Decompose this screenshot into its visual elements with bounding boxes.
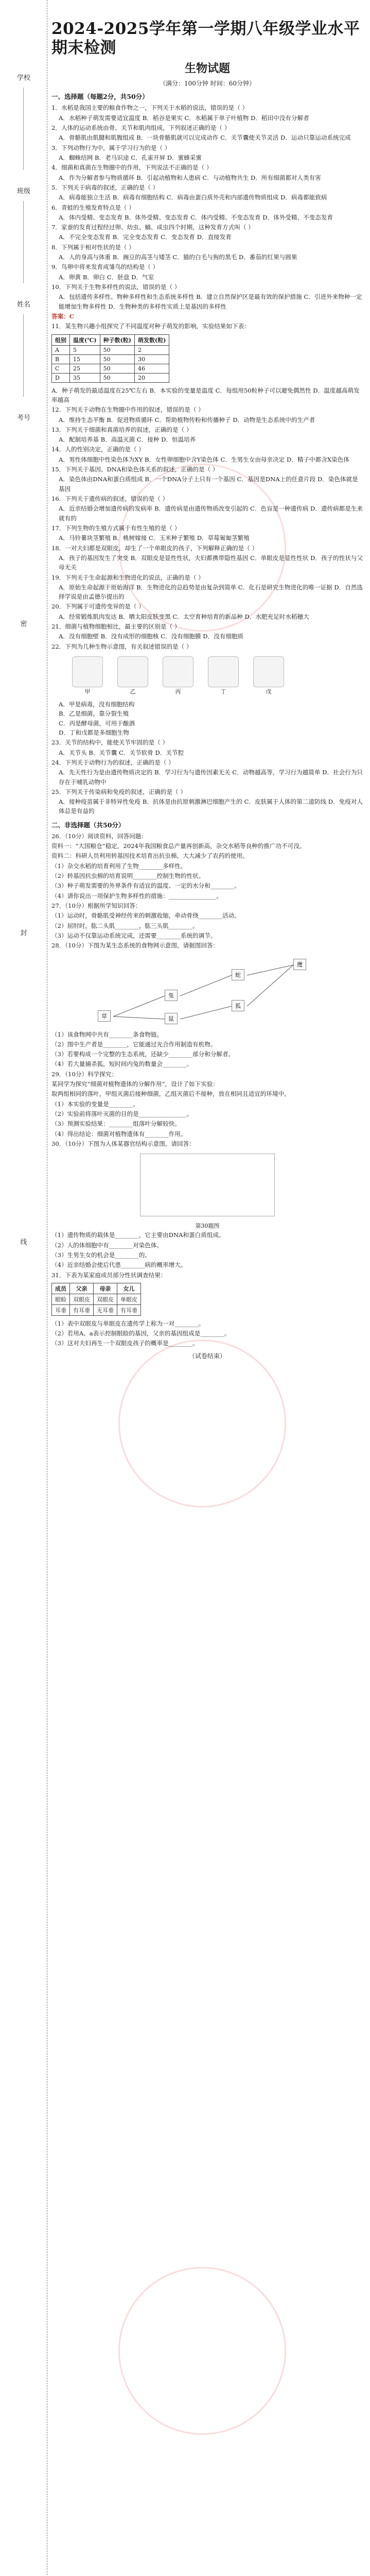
binding-label: 考号: [16, 414, 30, 422]
table-row: [52, 1304, 141, 1315]
table-cell: 有耳垂: [117, 1304, 141, 1315]
question-text: （4）请你说出一项保护生物多样性的措施：________________。: [51, 892, 223, 900]
answer-option: A．马铃薯块茎繁殖 B．桃树嫁接 C．玉米种子繁殖 D．草莓匍匐茎繁殖: [59, 534, 250, 542]
food-web-node: 狐: [232, 1000, 244, 1011]
figure-caption: 22．下列为几种生物示意图，有关叙述错误的是（ ）: [51, 642, 192, 650]
binding-line: [23, 88, 24, 170]
question-text: 资料二：科研人员利用转基因技术培育出抗虫棉，大大减少了农药的使用。: [51, 852, 249, 860]
answer-option: A．体内受精、变态发育 B．体外受精、变态发育 C．体内受精、不变态发育 D．体外受精、不变态发育: [59, 213, 333, 221]
answer-line: 答案：C: [51, 312, 75, 320]
table-cell: 2: [135, 345, 169, 354]
question-list: [51, 405, 363, 641]
answer-option: D．丁和戊都是多细胞生物: [59, 728, 129, 736]
question-text: （3）运动不仅靠运动系统完成，还需要________系统的调节。: [51, 931, 217, 939]
question-text: 24．下列关于动物行为的叙述，正确的是（ ）: [51, 758, 174, 766]
question-text: （3）预测实验结果：________组落叶分解较快。: [51, 1120, 181, 1128]
exam-title: 2024-2025学年第一学期八年级学业水平期末检测: [51, 20, 360, 58]
table-header-cell: 萌发数(粒): [135, 334, 169, 345]
section-heading: 一、选择题（每题2分，共50分）: [51, 93, 149, 101]
question-list: [51, 738, 363, 816]
answer-option: A．作为分解者参与物质循环 B．引起动植物和人患病 C．与动植物共生 D．所有细菌都对人类有害: [59, 174, 321, 181]
table-cell: 50: [100, 354, 134, 364]
table-caption: 31．下表为某家庭成员部分性状调查结果：: [51, 1271, 167, 1279]
question-text: 某同学为探究“细菌对植物遗体的分解作用”，设计了如下实验：: [51, 1080, 219, 1088]
question-text: （1）运动时，骨骼肌受神经传来的刺激收缩，牵动骨绕________活动。: [51, 912, 240, 920]
table-cell: B: [52, 354, 70, 364]
organism-item: [163, 656, 193, 696]
answer-option: A．染色体由DNA和蛋白质组成 B．一个DNA分子上只有一个基因 C．基因是DNA上的任意片段 D．染色体就是基因: [59, 476, 358, 493]
question-text: （2）若用A、a表示控制眼睑的基因，父亲的基因组成是________。: [51, 1330, 231, 1337]
table-cell: 有耳垂: [70, 1304, 94, 1315]
food-web-node: 草: [98, 1010, 111, 1022]
question-text: （2）转基因抗虫棉的培育说明________控制生物的性状。: [51, 872, 205, 879]
answer-option: A．卵黄 B．卵白 C．胚盘 D．气室: [59, 273, 154, 281]
question-list: [51, 1070, 363, 1139]
organism-picture: [72, 656, 103, 687]
question-text: （3）种子萌发需要的外界条件有适宜的温度、一定的水分和________。: [51, 882, 240, 890]
data-table: [51, 1283, 141, 1316]
food-web-node: 蛇: [232, 969, 244, 980]
question-text: （3）生男生女的机会是________的。: [51, 1251, 151, 1259]
seal-char: 线: [20, 1239, 27, 1246]
question-text: 17．下列生物的生殖方式属于有性生殖的是（ ）: [51, 524, 181, 532]
question-text: （4）近亲结婚会使后代患________病的概率增大。: [51, 1261, 187, 1269]
organism-picture: [163, 656, 193, 687]
data-table: [51, 334, 169, 383]
question-text: （2）实验前将落叶灭菌的目的是________________。: [51, 1110, 193, 1117]
question-text: （4）若大量捕杀狐，短时间内兔的数量会________。: [51, 1060, 193, 1068]
table-cell: A: [52, 345, 70, 354]
answer-option: A．关节头 B．关节囊 C．关节软骨 D．关节腔: [59, 749, 184, 756]
binding-margin: [0, 0, 47, 2576]
table-header-cell: 种子数(粒): [100, 334, 134, 345]
answer-option: A．甲是病毒，没有细胞结构: [59, 701, 135, 708]
question-text: 13．下列关于细菌和真菌培养的叙述，正确的是（ ）: [51, 426, 192, 433]
answer-option: A．先天性行为是由遗传物质决定的 B．学习行为与遗传因素无关 C．动物越高等，学习行为越简单 D．社会行为只存在于哺乳动物中: [59, 769, 363, 786]
table-cell: D: [52, 373, 70, 382]
table-row: [52, 345, 169, 354]
watermark-stamp: [91, 2239, 313, 2462]
table-cell: 30: [135, 354, 169, 364]
food-web-node: 兔: [165, 990, 178, 1001]
organism-label: 戊: [266, 688, 272, 695]
question-list: [51, 832, 363, 940]
question-text: 1．水稻是我国主要的粮食作物之一，下列关于水稻的说法，错误的是（ ）: [51, 104, 249, 112]
answer-option: A．男性体细胞中性染色体为XY B．女性卵细胞中含Y染色体 C．生男生女由母亲决定 D．精子中都含X染色体: [59, 455, 349, 463]
table-cell: 20: [135, 373, 169, 382]
question-text: 6．青蛙的生殖发育特点是（ ）: [51, 204, 135, 211]
question-text: 3．下列动物行为中，属于学习行为的是（ ）: [51, 144, 171, 151]
table-note: A．种子萌发的最适温度在25℃左右 B．本实验的变量是温度 C．每组用50粒种子可以避免偶然性 D．温度越高萌发率越高: [51, 386, 360, 403]
question-text: （1）遗传物质的载体是________，它主要由DNA和蛋白质组成。: [51, 1231, 225, 1239]
organism-picture: [253, 656, 284, 687]
answer-option: A．不完全变态发育 B．完全变态发育 C．变态发育 D．直接发育: [59, 233, 232, 241]
question-text: 2．人体的运动系统由骨、关节和肌肉组成，下列叙述正确的是（ ）: [51, 124, 231, 131]
table-cell: 50: [100, 345, 134, 354]
organism-label: 乙: [130, 688, 136, 695]
organism-item: [208, 656, 239, 696]
table-row: [52, 1294, 141, 1304]
question-text: （1）该食物网中共有________条食物链。: [51, 1030, 163, 1038]
question-text: 25．下列关于传染病和免疫的叙述，正确的是（ ）: [51, 788, 186, 795]
figure-label: 第30题图: [195, 1223, 220, 1230]
table-row: [52, 354, 169, 364]
table-cell: 35: [70, 373, 100, 382]
table-cell: 眼睑: [52, 1294, 70, 1304]
table-header-cell: 组别: [52, 334, 70, 345]
organism-label: 丙: [175, 688, 181, 695]
question-text: 18．一对夫妇都是双眼皮，却生了一个单眼皮的孩子，下列解释正确的是（ ）: [51, 544, 258, 552]
binding-label: 班级: [16, 188, 30, 195]
binding-line: [23, 314, 24, 397]
table-cell: C: [52, 364, 70, 373]
question-text: 26．（10分）阅读资料，回答问题：: [51, 832, 148, 840]
answer-option: A．蜘蛛结网 B．老马识途 C．孔雀开屏 D．蜜蜂采蜜: [59, 154, 202, 161]
question-list: [51, 1319, 363, 1348]
question-text: （3）若要构成一个完整的生态系统，还缺少________部分和分解者。: [51, 1050, 235, 1058]
table-cell: 无耳垂: [94, 1304, 117, 1315]
organism-picture: [117, 656, 148, 687]
answer-option: A．包括遗传多样性、物种多样性和生态系统多样性 B．建立自然保护区是最有效的保护措施 C．引进外来物种一定能增加生物多样性 D．生物种类的多样性实质上是基因的多样性: [59, 293, 362, 310]
question-text: 8．下列属于相对性状的是（ ）: [51, 243, 135, 251]
food-web-node: 鼠: [165, 1013, 178, 1024]
question-text: 资料一：“大国粮仓”稳定，2024年我国粮食总产量再创新高，杂交水稻等良种的推广功不可没。: [51, 842, 306, 850]
table-cell: 15: [70, 354, 100, 364]
question-text: 14．人的性别决定，正确的是（ ）: [51, 446, 145, 453]
table-cell: 50: [100, 373, 134, 382]
answer-option: A．孩子的基因发生了突变 B．双眼皮是显性性状，夫妇都携带隐性基因 C．单眼皮是显性性状 D．孩子的性状与父母无关: [59, 554, 363, 571]
table-cell: 双眼皮: [94, 1294, 117, 1304]
table-row: [52, 373, 169, 382]
question-list: [51, 1030, 363, 1069]
question-text: 20．下列属于可遗传变异的是（ ）: [51, 603, 145, 611]
answer-option: A．接种疫苗属于非特异性免疫 B．抗体是由抗原刺激淋巴细胞产生的 C．皮肤属于人体的第二道防线 D．免疫对人体总是有益的: [59, 798, 363, 815]
table-header-cell: 温度(℃): [70, 334, 100, 345]
question-text: （1）表中双眼皮与单眼皮在遗传学上称为一对________。: [51, 1319, 205, 1327]
question-text: 15．下列关于基因、DNA和染色体关系的叙述，正确的是（ ）: [51, 466, 219, 473]
exam-meta: （满分：100分钟 时间：60分钟）: [160, 80, 255, 88]
question-text: （2）图中生产者是________，它能通过光合作用制造有机物。: [51, 1040, 217, 1048]
answer-option: B．乙是细菌，靠分裂生殖: [59, 710, 129, 718]
food-web-node: 鹰: [293, 959, 306, 970]
table-header-cell: 母亲: [94, 1283, 117, 1294]
question-text: （2）人的体细胞中有________对染色体。: [51, 1241, 163, 1249]
organism-item: [117, 656, 148, 696]
question-text: （3）这对夫妇再生一个双眼皮孩子的概率是________。: [51, 1340, 199, 1347]
section-heading: 二、非选择题（共50分）: [51, 821, 125, 829]
answer-option: A．维持生态平衡 B．促进物质循环 C．帮助植物传粉和传播种子 D．动物是生态系统中的生产者: [59, 416, 315, 423]
question-list: [51, 103, 363, 311]
exam-paper: [51, 0, 363, 1360]
table-header-cell: 女儿: [117, 1283, 141, 1294]
organism-label: 丁: [220, 688, 226, 695]
question-text: （1）本实验的变量是________。: [51, 1100, 139, 1108]
food-web-arrows: [93, 955, 314, 1027]
organism-picture: [208, 656, 239, 687]
end-marker: （试卷结束）: [188, 1352, 226, 1360]
organism-label: 甲: [84, 688, 91, 695]
question-text: 9．鸟卵中将来发育成雏鸟的结构是（ ）: [51, 263, 159, 271]
binding-line: [23, 201, 24, 283]
binding-label: 姓名: [16, 301, 30, 309]
question-options: [51, 700, 363, 737]
answer-option: A．骨骼肌由肌腱和肌腹组成 B．一块骨骼肌就可以完成动作 C．关节囊使关节灵活 D．运动只靠运动系统完成: [59, 134, 351, 142]
table-cell: 50: [100, 364, 134, 373]
figure-caption: 30．（10分）下图为人体某器官结构示意图，请回答：: [51, 1140, 195, 1147]
answer-option: A．病毒能独立生活 B．病毒有细胞结构 C．病毒由蛋白质外壳和内部遗传物质组成 D．病毒都能致病: [59, 194, 327, 201]
table-caption: 11．某生物兴趣小组探究了不同温度对种子萌发的影响，实验结果如下表：: [51, 323, 250, 330]
table-row: [52, 364, 169, 373]
organism-item: [72, 656, 103, 696]
organism-figure: [72, 656, 363, 696]
table-cell: 双眼皮: [70, 1294, 94, 1304]
table-cell: 耳垂: [52, 1304, 70, 1315]
question-text: 16．下列关于遗传病的叙述，错误的是（ ）: [51, 495, 169, 502]
table-cell: 25: [70, 364, 100, 373]
question-text: 19．下列关于生命起源和生物进化的说法，正确的是（ ）: [51, 573, 204, 581]
table-cell: 46: [135, 364, 169, 373]
binding-label: 学校: [16, 74, 30, 82]
table-cell: 单眼皮: [117, 1294, 141, 1304]
question-text: 5．下列关于病毒的叙述，正确的是（ ）: [51, 183, 159, 191]
answer-option: A．原始生命起源于原始海洋 B．生物进化的总趋势是由复杂到简单 C．化石是研究生物进化的唯一证据 D．自然选择学说是由孟德尔提出的: [59, 583, 363, 601]
answer-option: A．水稻种子萌发需要适宜温度 B．稻谷是果实 C．水稻属于单子叶植物 D．稻田中没有分解者: [59, 114, 309, 122]
question-list: [51, 1230, 363, 1269]
question-text: 27．（10分）根据所学知识回答：: [51, 902, 142, 909]
question-text: （4）得出结论：细菌对植物遗体有________作用。: [51, 1130, 187, 1138]
organ-diagram: [140, 1154, 275, 1216]
answer-option: A．经常锻炼肌肉发达 B．晒太阳皮肤变黑 C．太空育种培育的新品种 D．水肥充足时水稻穗大: [59, 613, 309, 620]
answer-option: C．丙是酵母菌，可用于酿酒: [59, 719, 135, 727]
seal-char: 封: [20, 929, 27, 937]
exam-subject: 生物试题: [184, 62, 230, 76]
question-text: 10．下列关于生物多样性的说法，错误的是（ ）: [51, 283, 181, 291]
seal-char: 密: [20, 620, 27, 628]
question-text: 29．（10分）科学探究：: [51, 1070, 118, 1078]
question-text: （2）屈肘时，肱二头肌________，肱三头肌________。: [51, 922, 199, 929]
table-header-cell: 成员: [52, 1283, 70, 1294]
table-header-cell: 父亲: [70, 1283, 94, 1294]
question-text: 12．下列关于动物在生物圈中作用的叙述，错误的是（ ）: [51, 406, 204, 414]
question-text: 7．家蚕的发育过程经过卵、幼虫、蛹、成虫四个时期，这种发育方式叫（ ）: [51, 224, 254, 231]
answer-option: A．人的身高与体重 B．豌豆的高茎与矮茎 C．猫的白毛与狗的黑毛 D．番茄的红果与圆果: [59, 253, 297, 261]
question-text: 23．关节的结构中，能使关节牢固的是（ ）: [51, 739, 169, 747]
food-web-diagram: [93, 955, 314, 1027]
question-text: 21．细菌与植物细胞相比，最主要的区别是（ ）: [51, 623, 181, 631]
answer-option: A．配制培养基 B．高温灭菌 C．接种 D．恒温培养: [59, 436, 196, 444]
question-text: 4．细菌和真菌在生物圈中的作用，下列说法不正确的是（ ）: [51, 164, 213, 172]
answer-option: A．没有细胞壁 B．没有成形的细胞核 C．没有细胞膜 D．没有细胞质: [59, 633, 244, 640]
answer-option: A．近亲结婚会增加遗传病的发病率 B．遗传病是由遗传物质改变引起的 C．色盲是一种遗传病 D．遗传病都是生来就有的: [59, 505, 363, 522]
organism-item: [253, 656, 284, 696]
table-cell: 5: [70, 345, 100, 354]
question-text: （1）杂交水稻的培育利用了生物________多样性。: [51, 862, 187, 870]
figure-caption: 28．（10分）下图为某生态系统的食物网示意图，请据图回答：: [51, 942, 219, 950]
question-text: 取两组相同的落叶，甲组灭菌后接种细菌，乙组灭菌后不接种，放在相同且适宜的环境中。: [51, 1090, 290, 1098]
